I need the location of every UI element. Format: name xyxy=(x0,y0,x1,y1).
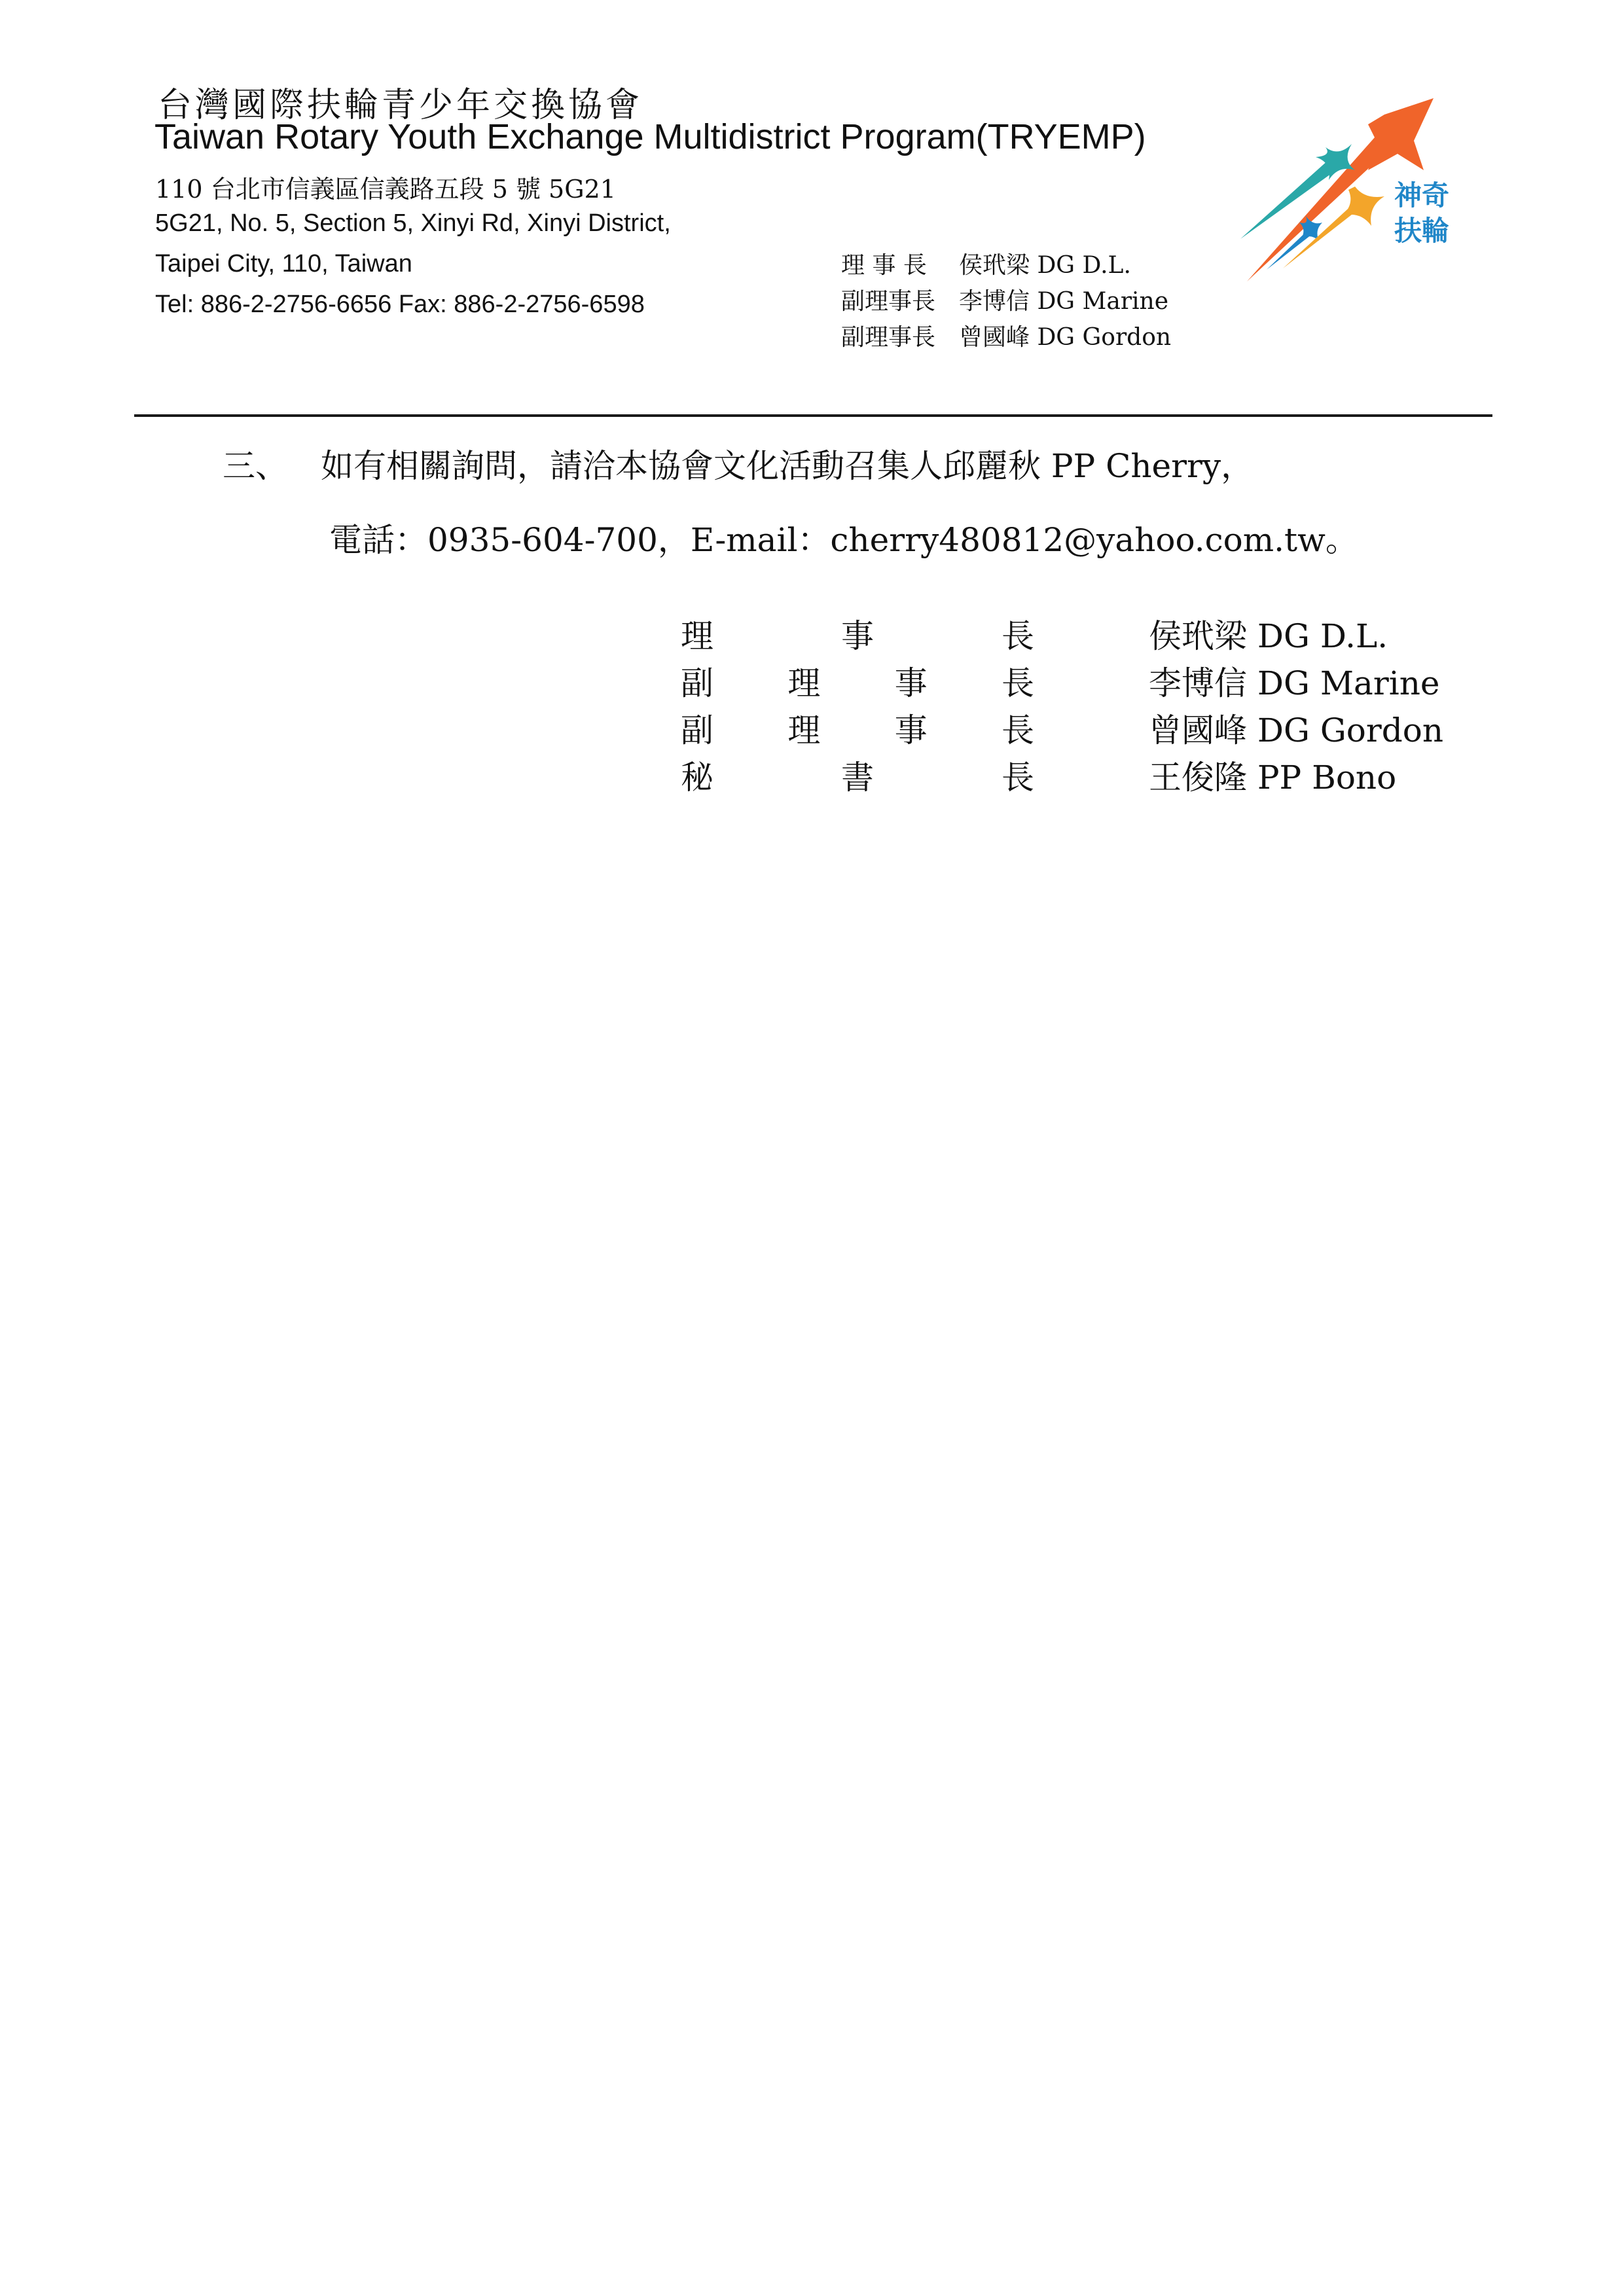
signature-row xyxy=(681,613,1443,660)
title-char: 副 xyxy=(681,664,713,702)
signature-block xyxy=(681,613,1443,801)
signature-name: 曾國峰 DG Gordon xyxy=(1149,711,1444,749)
logo-text-line-2: 扶輪 xyxy=(1394,215,1450,246)
title-char: 理 xyxy=(787,664,821,702)
title-char: 書 xyxy=(841,759,874,797)
officer-name: 李博信 DG Marine xyxy=(959,288,1169,315)
item-number: 三、 xyxy=(223,447,288,485)
officer-title: 副理事長 xyxy=(841,288,936,315)
signature-row xyxy=(681,754,1443,801)
logo-text-line-1: 神奇 xyxy=(1394,180,1450,211)
title-char: 理 xyxy=(681,617,713,655)
org-name-en: Taiwan Rotary Youth Exchange Multidistrict Program(TRYEMP) xyxy=(154,117,1146,156)
address-zh: 110 台北市信義區信義路五段 5 號 5G21 xyxy=(155,175,616,204)
title-char: 事 xyxy=(894,711,928,749)
officer-name: 曾國峰 DG Gordon xyxy=(959,324,1172,351)
title-char: 事 xyxy=(894,664,928,702)
officer-title: 理 事 長 xyxy=(841,252,927,279)
title-char: 長 xyxy=(1001,759,1034,797)
header-officer-row xyxy=(841,247,1171,283)
signature-title xyxy=(681,754,1034,801)
logo-text xyxy=(1394,178,1449,249)
title-char: 長 xyxy=(1001,711,1034,749)
org-name-zh: 台灣國際扶輪青少年交換協會 xyxy=(158,86,643,125)
signature-row xyxy=(681,707,1443,754)
header-officer-row xyxy=(841,283,1171,319)
phone-fax: Tel: 886-2-2756-6656 Fax: 886-2-2756-6598 xyxy=(155,291,645,318)
signature-name: 王俊隆 PP Bono xyxy=(1149,759,1397,797)
signature-title xyxy=(681,660,1034,707)
contact-line: 電話：0935-604-700，E-mail：cherry480812@yahoo.com.tw。 xyxy=(329,521,1358,559)
title-char: 理 xyxy=(787,711,821,749)
header-officers xyxy=(841,247,1171,355)
signature-row xyxy=(681,660,1443,707)
title-char: 長 xyxy=(1001,617,1034,655)
title-char: 長 xyxy=(1001,664,1034,702)
title-char: 秘 xyxy=(681,759,713,797)
signature-name: 李博信 DG Marine xyxy=(1149,664,1440,702)
officer-name: 侯玳梁 DG D.L. xyxy=(959,252,1131,279)
title-char: 副 xyxy=(681,711,713,749)
signature-title xyxy=(681,707,1034,754)
header-divider xyxy=(134,414,1492,417)
header-officer-row xyxy=(841,319,1171,355)
officer-title: 副理事長 xyxy=(841,324,936,351)
address-en-line-2: Taipei City, 110, Taiwan xyxy=(155,250,412,278)
item-text: 如有相關詢問，請洽本協會文化活動召集人邱麗秋 PP Cherry， xyxy=(321,447,1254,485)
address-en-line-1: 5G21, No. 5, Section 5, Xinyi Rd, Xinyi District, xyxy=(155,209,671,237)
title-char: 事 xyxy=(841,617,874,655)
signature-name: 侯玳梁 DG D.L. xyxy=(1149,617,1388,655)
signature-title xyxy=(681,613,1034,660)
